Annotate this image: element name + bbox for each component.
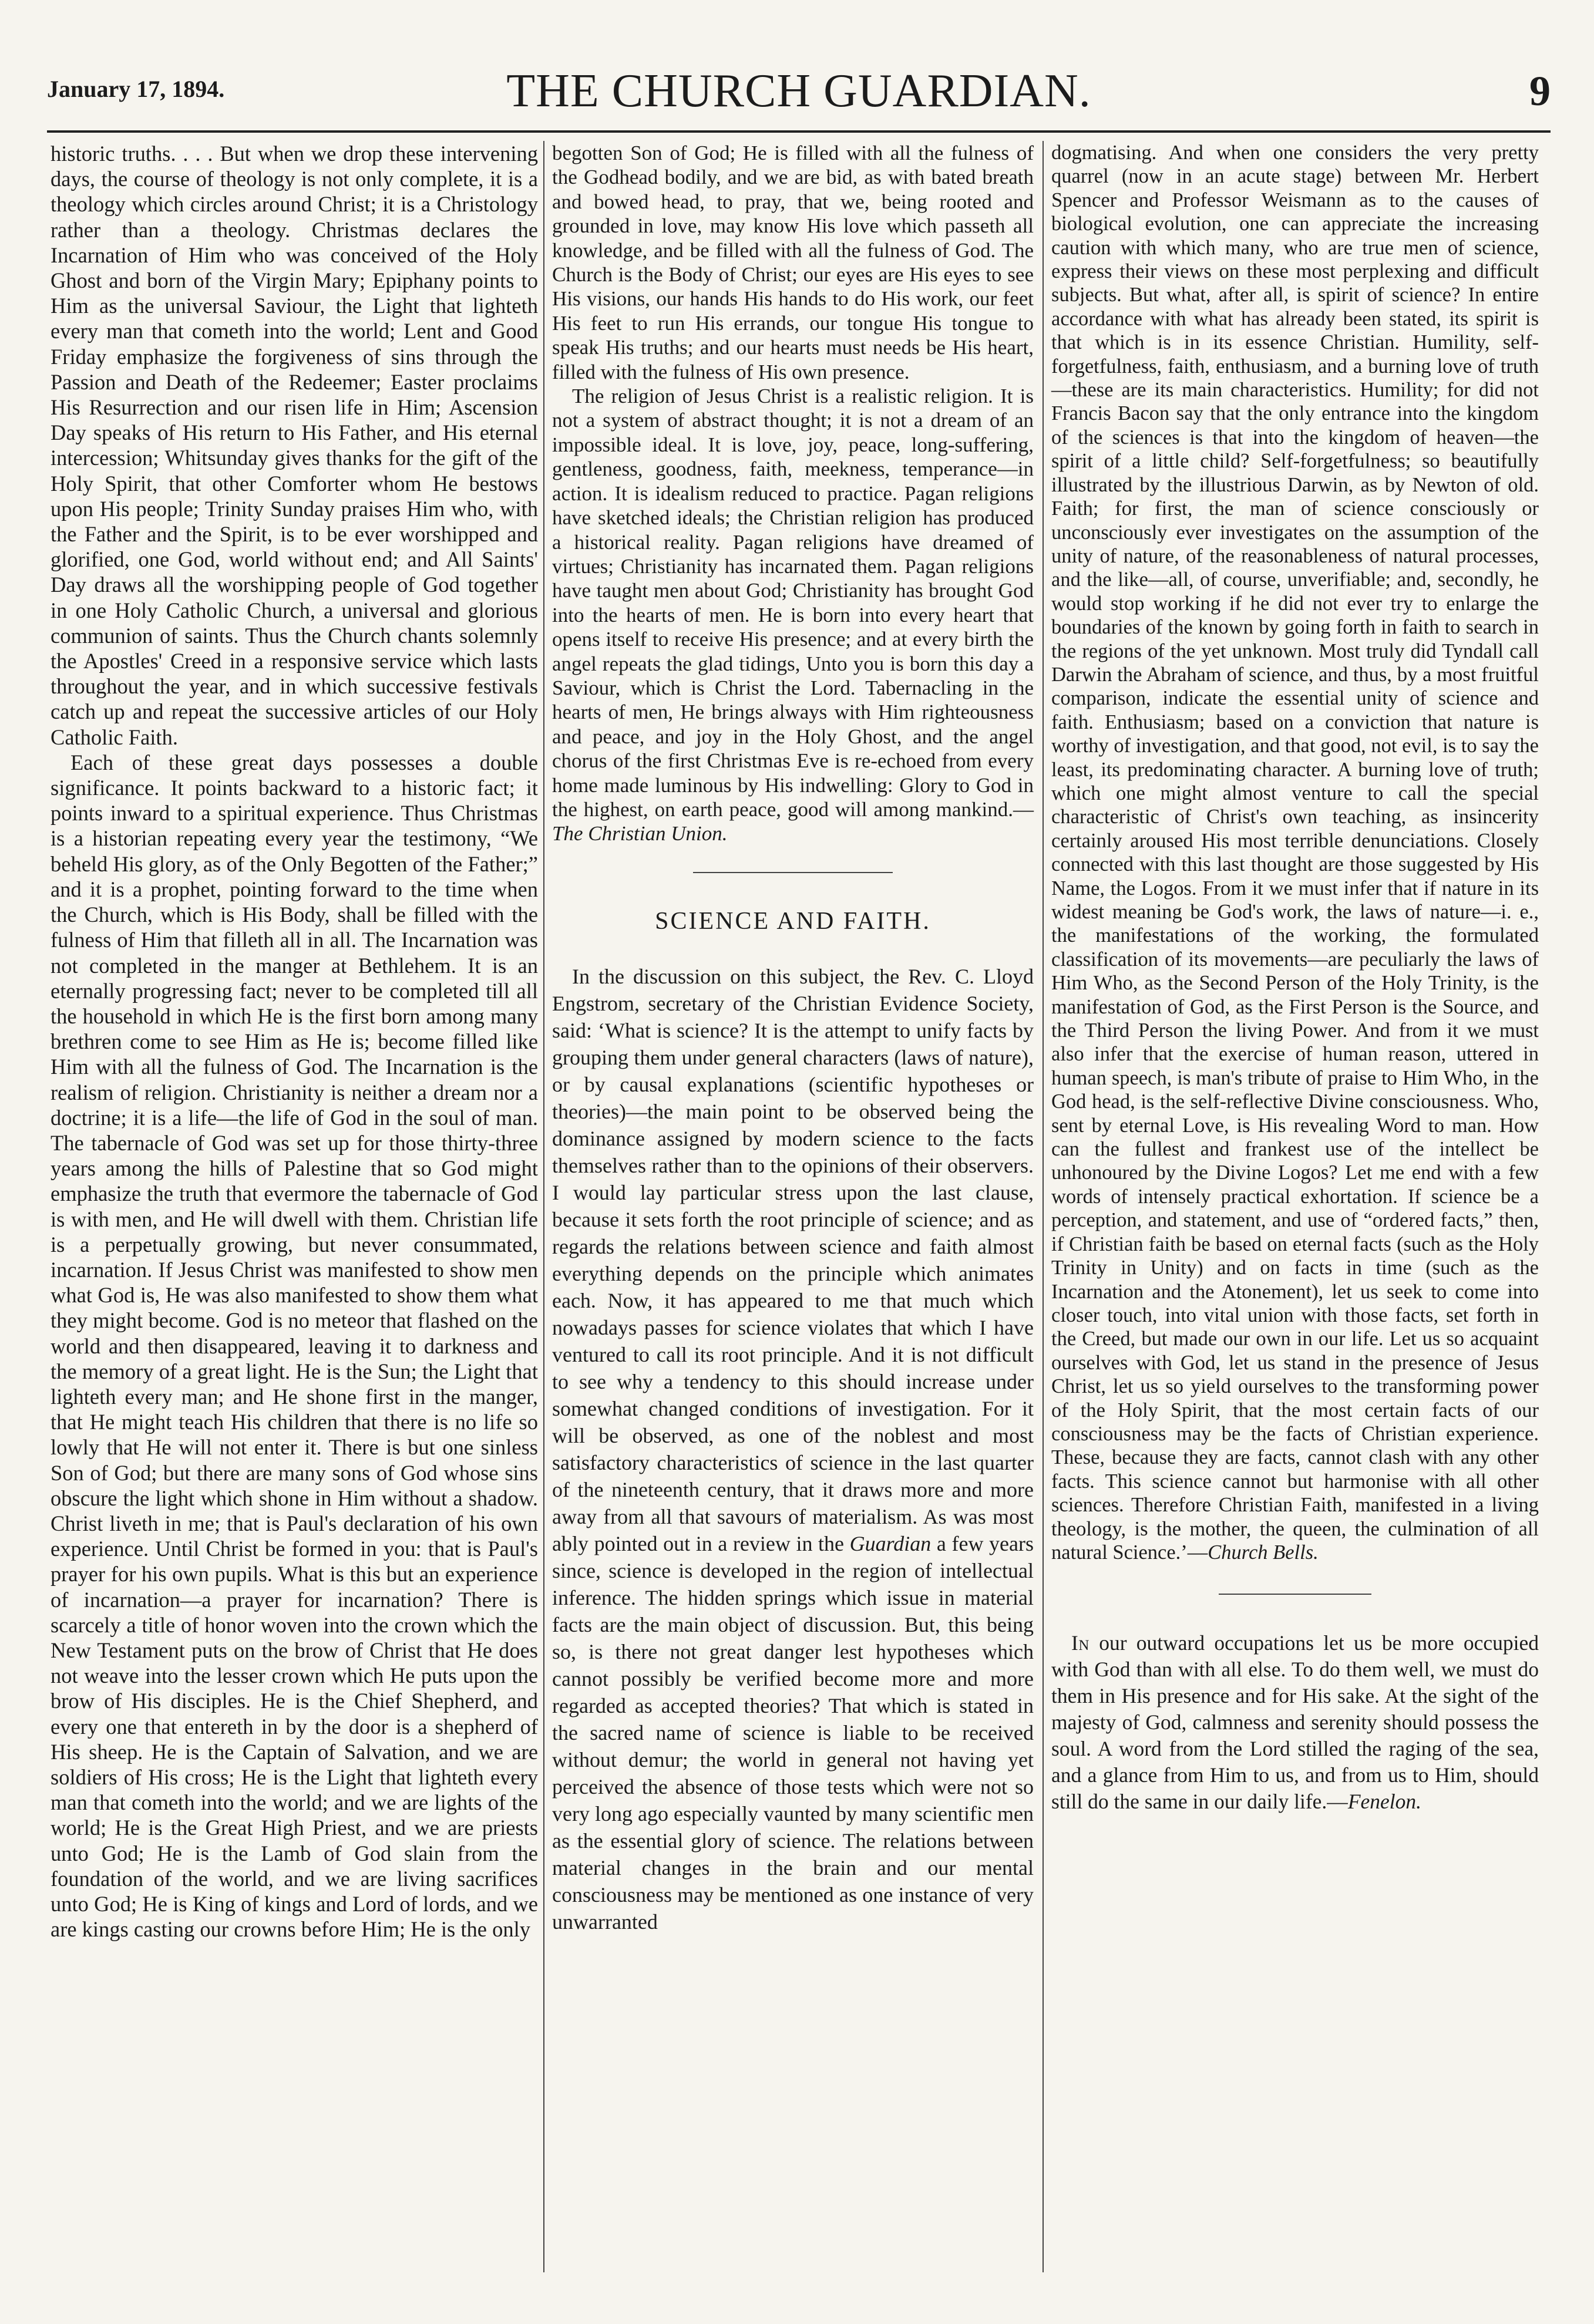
paragraph (552, 963, 1034, 1935)
article-science-and-faith (552, 963, 1034, 1935)
paragraph-text: dogmatising. And when one considers the very pretty quarrel (now in an acute stage) between Mr. Herbert Spencer and Professor Weismann as to the causes of biological evolution, one can appreciate the increasing caution with which many, who are true men of science, express their views on these most perplexing and difficult subjects. But what, after all, is spirit of science? In entire accordance with what has already been stated, its spirit is that which is in its essence Christian. Humility, self-forgetfulness, faith, enthusiasm, and a burning love of truth—these are its main characteristics. Humility; for did not Francis Bacon say that the only entrance into the kingdom of the sciences is that into the kingdom of heaven—the spirit of a little child? Self-forgetfulness; so beautifully illustrated by the illustrious Darwin, as by Newton of old. Faith; for first, the man of science consciously or unconsciously ever investigates on the assumption of the unity of nature, of the reasonableness of natural processes, and the like—all, of course, unverifiable; and, secondly, he would stop working if he did not ever try to enlarge the boundaries of the known by going forth in faith to search in the regions of the yet unknown. Most truly did Tyndall call Darwin the Abraham of science, and thus, by a most fruitful comparison, indicate the essential unity of science and faith. Enthusiasm; based on a conviction that nature is worthy of investigation, and that good, not evil, is to say the least, its predominating character. A burning love of truth; which one might almost venture to call the special characteristic of Christ's own teaching, as insincerity certainly aroused His most terrible denunciations. Closely connected with this last thought are those suggested by His Name, the Logos. From it we must infer that if nature in its widest meaning be God's work, the laws of nature—i. e., the manifestations of the working, the formulated classification of its movements—are peculiarly the laws of Him Who, as the Second Person of the Holy Trinity, is the manifestation of God, as the First Person is the Source, and the Third Person the living Power. And from it we must also infer that the exercise of human reason, uttered in human speech, is man's tribute of praise to Him Who, in the God head, is the self-reflective Divine consciousness. Who, sent by eternal Love, is His revealing Word to man. How can the fullest and frankest use of the intellect be unhonoured by the Divine Logos? Let me end with a few words of intensely practical exhortation. If science be a perception, and statement, and use of “ordered facts,” then, if Christian faith be based on eternal facts (such as the Holy Trinity in Unity) and on facts in time (such as the Incarnation and the Atonement), let us seek to come into closer touch, into vital union with those facts, set forth in the Creed, but made our own in our life. Let us so acquaint ourselves with God, let us stand in the presence of Jesus Christ, let us so yield ourselves to the transforming power of the Holy Spirit, that the most certain facts of our consciousness may be the facts of Christian experience. These, because they are facts, cannot clash with any other facts. This science cannot but harmonise with all other sciences. Therefore Christian Faith, manifested in a living theology, is the mother, the queen, the culmination of all natural Science.’— (1051, 142, 1539, 1564)
column-3 (1051, 141, 1539, 1815)
article-fenelon (1051, 1630, 1539, 1815)
paragraph: Each of these great days possesses a double significance. It points backward to a historic fact; it points inward to a spiritual experience. Thus Christmas is a historian repeating every year the testimony, “We beheld His glory, as of the Only Begotten of the Father;” and it is a prophet, pointing forward to the time when the Church, which is His Body, shall be filled with the fulness of Him that filleth all in all. The Incarnation was not completed in the manger at Bethlehem. It is an eternally progressing fact; never to be completed till all the household in which He is the first born among many brethren come to see Him as He is; become filled like Him with all the fulness of God. The Incarnation is the realism of religion. Christianity is neither a dream nor a doctrine; it is a life—the life of God in the soul of man. The tabernacle of God was set up for those thirty-three years among the hills of Palestine that so God might emphasize the truth that evermore the tabernacle of God is with men, and He will dwell with them. Christian life is a perpetually growing, but never consummated, incarnation. If Jesus Christ was manifested to show men what God is, He was also manifested to show them what they might become. God is no meteor that flashed on the world and then disappeared, leaving it to darkness and the memory of a great light. He is the Sun; the Light that lighteth every man; and He shone first in the manger, that He might teach His children that there is no life so lowly that He will not enter it. There is but one sinless Son of God; but there are many sons of God whose sins obscure the light which shone in Him without a shadow. Christ liveth in me; that is Paul's declaration of his own experience. Until Christ be formed in you: that is Paul's prayer for his own pupils. What is this but an experience of incarnation—a prayer for incarnation? There is scarcely a title of honor woven into the crown which the New Testament puts on the brow of Christ that He does not weave into the lesser crown which He puts upon the brow of His disciples. He is the Chief Shepherd, and every one that entereth in by the door is a shepherd of His sheep. He is the Captain of Salvation, and we are soldiers of His cross; He is the Light that lighteth every man that cometh into the world; and we are lights of the world; He is the Great High Priest, and we are priests unto God; He is the Lamb of God slain from the foundation of the world, and we are living sacrifices unto God; He is King of kings and Lord of lords, and we are kings casting our crowns before Him; He is the only (51, 750, 538, 1942)
newspaper-title: THE CHURCH GUARDIAN. (506, 65, 1091, 117)
italic-term: Guardian (849, 1532, 931, 1556)
attribution: Church Bells. (1208, 1541, 1319, 1564)
paragraph-text: In the discussion on this subject, the Rev. C. Lloyd Engstrom, secretary of the Christian Evidence Society, said: ‘What is science? It is the attempt to unify facts by grouping them under general characters (laws of nature), or by causal explanations (scientific hypotheses or theories)—the main point to be observed being the dominance assigned by modern science to the facts themselves rather than to the opinions of their observers. I would lay particular stress upon the last clause, because it sets forth the root principle of science; and as regards the relations between science and faith almost everything depends on the principle which animates each. Now, it has appeared to me that much which nowadays passes for science violates that which I have ventured to call its root principle. And it is not difficult to see why a tendency to this should increase under somewhat changed conditions of investigation. For it will be observed, as one of the noblest and most satisfactory characteristics of science in the last quarter of the nineteenth century, that it draws more and more away from all that savours of materialism. As was most ably pointed out in a review in the (552, 965, 1034, 1556)
paragraph-text: a few years since, science is developed in the region of intellectual inference. The hidden springs which issue in material facts are the main object of discussion. But, this being so, is there not great danger lest hypotheses which cannot possibly be verified become more and more regarded as accepted theories? That which is stated in the sacred name of science is liable to be received without demur; the world in general not having yet perceived the absence of those tests which were not so very long ago especially vaunted by many scientific men as the essential glory of science. The relations between material changes in the brain and our mental consciousness may be mentioned as one instance of very unwarranted (552, 1532, 1034, 1934)
masthead-rule (47, 130, 1551, 133)
column-divider (543, 141, 544, 2272)
issue-date: January 17, 1894. (47, 76, 225, 102)
section-rule (1219, 1594, 1371, 1595)
paragraph (552, 384, 1034, 846)
column-divider (1043, 141, 1044, 2272)
column-1 (51, 141, 538, 1942)
paragraph (1051, 141, 1539, 1564)
paragraph-text: our outward occupations let us be more occupied with God than with all else. To do them well, we must do them in His presence and for His sake. At the sight of the majesty of God, calmness and serenity should possess the soul. A word from the Lord stilled the raging of the sea, and a glance from Him to us, and from us to Him, should still do the same in our daily life.— (1051, 1631, 1539, 1814)
column-2 (552, 141, 1034, 1935)
paragraph (1051, 1630, 1539, 1815)
section-heading: SCIENCE AND FAITH. (655, 907, 931, 935)
attribution: The Christian Union. (552, 822, 728, 846)
section-rule (693, 872, 893, 873)
masthead (47, 65, 1551, 123)
paragraph: begotten Son of God; He is filled with all the fulness of the Godhead bodily, and we are bid, as with bated breath and bowed head, to pray, that we, being rooted and grounded in love, may know His love which passeth all knowledge, and be filled with all the fulness of God. The Church is the Body of Christ; our eyes are His eyes to see His visions, our hands His hands to do His work, our feet His feet to run His errands, our tongue His tongue to speak His truths; and our hearts must needs be His heart, filled with the fulness of His own presence. (552, 142, 1034, 383)
lead-word: In (1071, 1631, 1089, 1655)
attribution: Fenelon. (1347, 1790, 1421, 1814)
paragraph: historic truths. . . . But when we drop these intervening days, the course of theology is not only complete, it is a theology which circles around Christ; it is a Christology rather than a theology. Christmas declares the Incarnation of Him who was conceived of the Holy Ghost and born of the Virgin Mary; Epiphany points to Him as the universal Saviour, the Light that lighteth every man that cometh into the world; Lent and Good Friday emphasize the forgiveness of sins through the Passion and Death of the Redeemer; Easter proclaims His Resurrection and our risen life in Him; Ascension Day speaks of His return to His Father, and His eternal intercession; Whitsunday gives thanks for the gift of the Holy Spirit, that other Comforter whom He bestows upon His people; Trinity Sunday praises Him who, with the Father and the Spirit, is to be ever worshipped and glorified, one God, world without end; and All Saints' Day draws all the worshipping people of God together in one Holy Catholic Church, a universal and glorious communion of saints. Thus the Church chants solemnly the Apostles' Creed in a responsive service which lasts throughout the year, and in which successive festivals catch up and repeat the successive articles of our Holy Catholic Faith. (51, 142, 538, 749)
page-number: 9 (1529, 68, 1551, 114)
paragraph-text: The religion of Jesus Christ is a realistic religion. It is not a system of abstract thought; it is not a dream of an impossible ideal. It is love, joy, peace, long-suffering, gentleness, goodness, faith, meekness, temperance—in action. It is idealism reduced to practice. Pagan religions have sketched ideals; the Christian religion has produced a historical reality. Pagan religions have dreamed of virtues; Christianity has incarnated them. Pagan religions have taught men about God; Christianity has brought God into the hearts of men. He is born into every heart that opens itself to receive His presence; and at every birth the angel repeats the glad tidings, Unto you is born this day a Saviour, which is Christ the Lord. Tabernacling in the hearts of men, He brings always with Him righteousness and peace, and joy in the Holy Ghost, and the angel chorus of the first Christmas Eve is re-echoed from every home made luminous by His indwelling: Glory to God in the highest, on earth peace, good will among mankind.— (552, 385, 1034, 821)
